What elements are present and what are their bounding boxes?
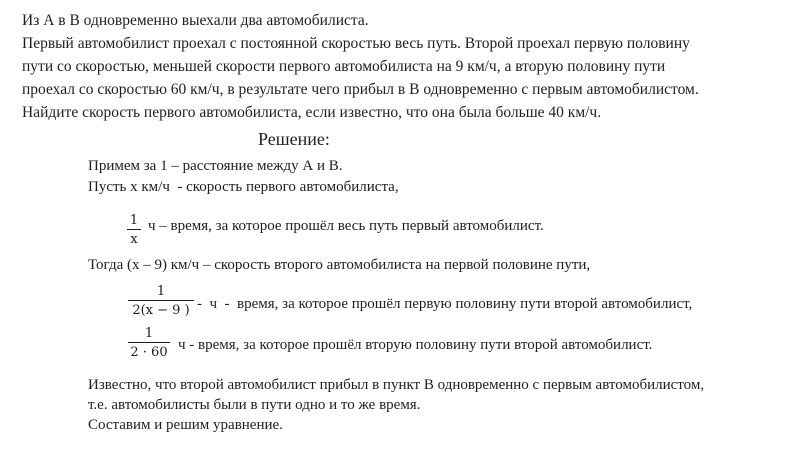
fraction-3 <box>128 326 170 361</box>
fraction-2-text: - ч - время, за которое прошёл первую половину пути второй автомобилист, <box>197 296 693 312</box>
fraction-3-numerator: 1 <box>144 326 154 341</box>
problem-line-2: Первый автомобилист проехал с постоянной скоростью весь путь. Второй проехал первую половину <box>22 35 690 52</box>
fraction-2-denominator: 2(x − 9 ) <box>132 303 190 318</box>
solution-heading: Решение: <box>258 129 330 149</box>
fraction-2 <box>128 284 194 319</box>
fraction-1-numerator: 1 <box>129 213 139 228</box>
fraction-1 <box>127 213 141 248</box>
fraction-1-text: ч – время, за которое прошёл весь путь первый автомобилист. <box>148 218 544 234</box>
problem-line-4: проехал со скоростью 60 км/ч, в результате чего прибыл в В одновременно с первым автомобилистом. <box>22 81 699 98</box>
fraction-2-numerator: 1 <box>156 284 166 299</box>
solution-line-6: Составим и решим уравнение. <box>88 417 283 433</box>
fraction-1-denominator: x <box>130 232 138 247</box>
problem-line-5: Найдите скорость первого автомобилиста, если известно, что она была больше 40 км/ч. <box>22 104 602 121</box>
fraction-3-denominator: 2 · 60 <box>130 345 168 360</box>
problem-line-1: Из А в В одновременно выехали два автомобилиста. <box>22 12 369 29</box>
solution-line-2: Пусть х км/ч - скорость первого автомобилиста, <box>88 179 399 195</box>
solution-line-4: Известно, что второй автомобилист прибыл в пункт В одновременно с первым автомобилистом, <box>88 377 705 393</box>
problem-line-3: пути со скоростью, меньшей скорости первого автомобилиста на 9 км/ч, а вторую половину пути <box>22 58 666 75</box>
solution-line-5: т.е. автомобилисты были в пути одно и то же время. <box>88 397 421 413</box>
fraction-3-text: ч - время, за которое прошёл вторую половину пути второй автомобилист. <box>178 337 653 353</box>
solution-line-3: Тогда (х – 9) км/ч – скорость второго автомобилиста на первой половине пути, <box>88 257 591 273</box>
solution-line-1: Примем за 1 – расстояние между А и В. <box>88 158 343 174</box>
